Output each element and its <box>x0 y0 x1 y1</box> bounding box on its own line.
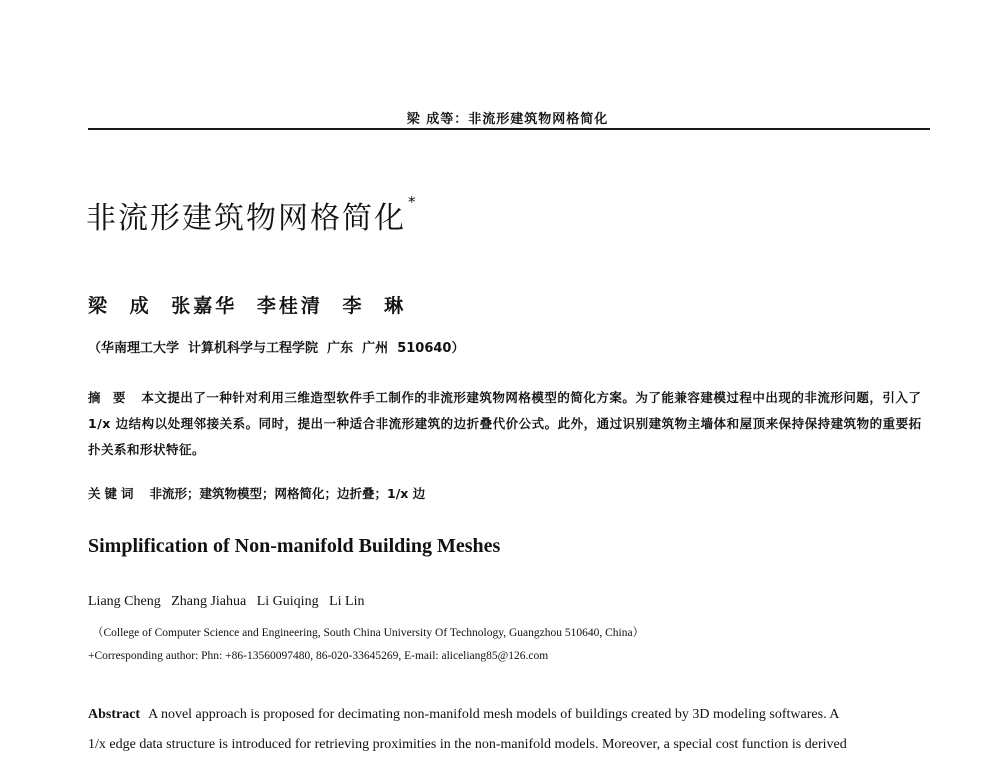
english-affiliation: （College of Computer Science and Engineering, South China University Of Technology, Guangzhou 510640, China） <box>92 627 645 639</box>
chinese-title <box>86 193 418 237</box>
running-head: 梁 成等：非流形建筑物网格简化 <box>406 112 609 127</box>
english-abstract <box>88 700 938 760</box>
english-abstract-line <box>88 700 938 730</box>
chinese-authors: 梁 成 张嘉华 李桂清 李 琳 <box>88 295 407 317</box>
chinese-keywords-text: 非流形；建筑物模型；网格简化；边折叠；1/x 边 <box>149 486 426 501</box>
english-title: Simplification of Non-manifold Building Meshes <box>88 535 501 557</box>
chinese-affiliation: （华南理工大学 计算机科学与工程学院 广东 广州 510640） <box>88 341 465 356</box>
chinese-abstract-label: 摘 要 <box>88 390 130 405</box>
english-abstract-line: 1/x edge data structure is introduced for retrieving proximities in the non-manifold models. Moreover, a special cost function is derived <box>88 737 847 752</box>
title-footnote-mark: * <box>408 193 418 211</box>
chinese-abstract-text: 本文提出了一种针对利用三维造型软件手工制作的非流形建筑物网格模型的简化方案。为了能兼容建模过程中出现的非流形问题，引入了 1/x 边结构以处理邻接关系。同时，提出一种适合非流形建筑的边折叠代价公式。此外，通过识别建筑物主墙体和屋顶来保持保持建筑物的重要拓扑关系和形状特征。 <box>88 390 922 457</box>
chinese-title-text: 非流形建筑物网格简化 <box>86 201 406 236</box>
header-rule <box>88 128 930 130</box>
english-abstract-label: Abstract <box>88 707 141 722</box>
chinese-keywords-label: 关键词 <box>88 486 138 501</box>
english-abstract-text-1: A novel approach is proposed for decimating non-manifold mesh models of buildings created by 3D modeling softwares. A <box>148 707 840 722</box>
english-authors: Liang Cheng Zhang Jiahua Li Guiqing Li Lin <box>88 594 365 609</box>
chinese-keywords <box>88 484 425 502</box>
chinese-abstract <box>88 385 933 463</box>
corresponding-author: +Corresponding author: Phn: +86-13560097480, 86-020-33645269, E-mail: aliceliang85@126.com <box>88 650 549 662</box>
